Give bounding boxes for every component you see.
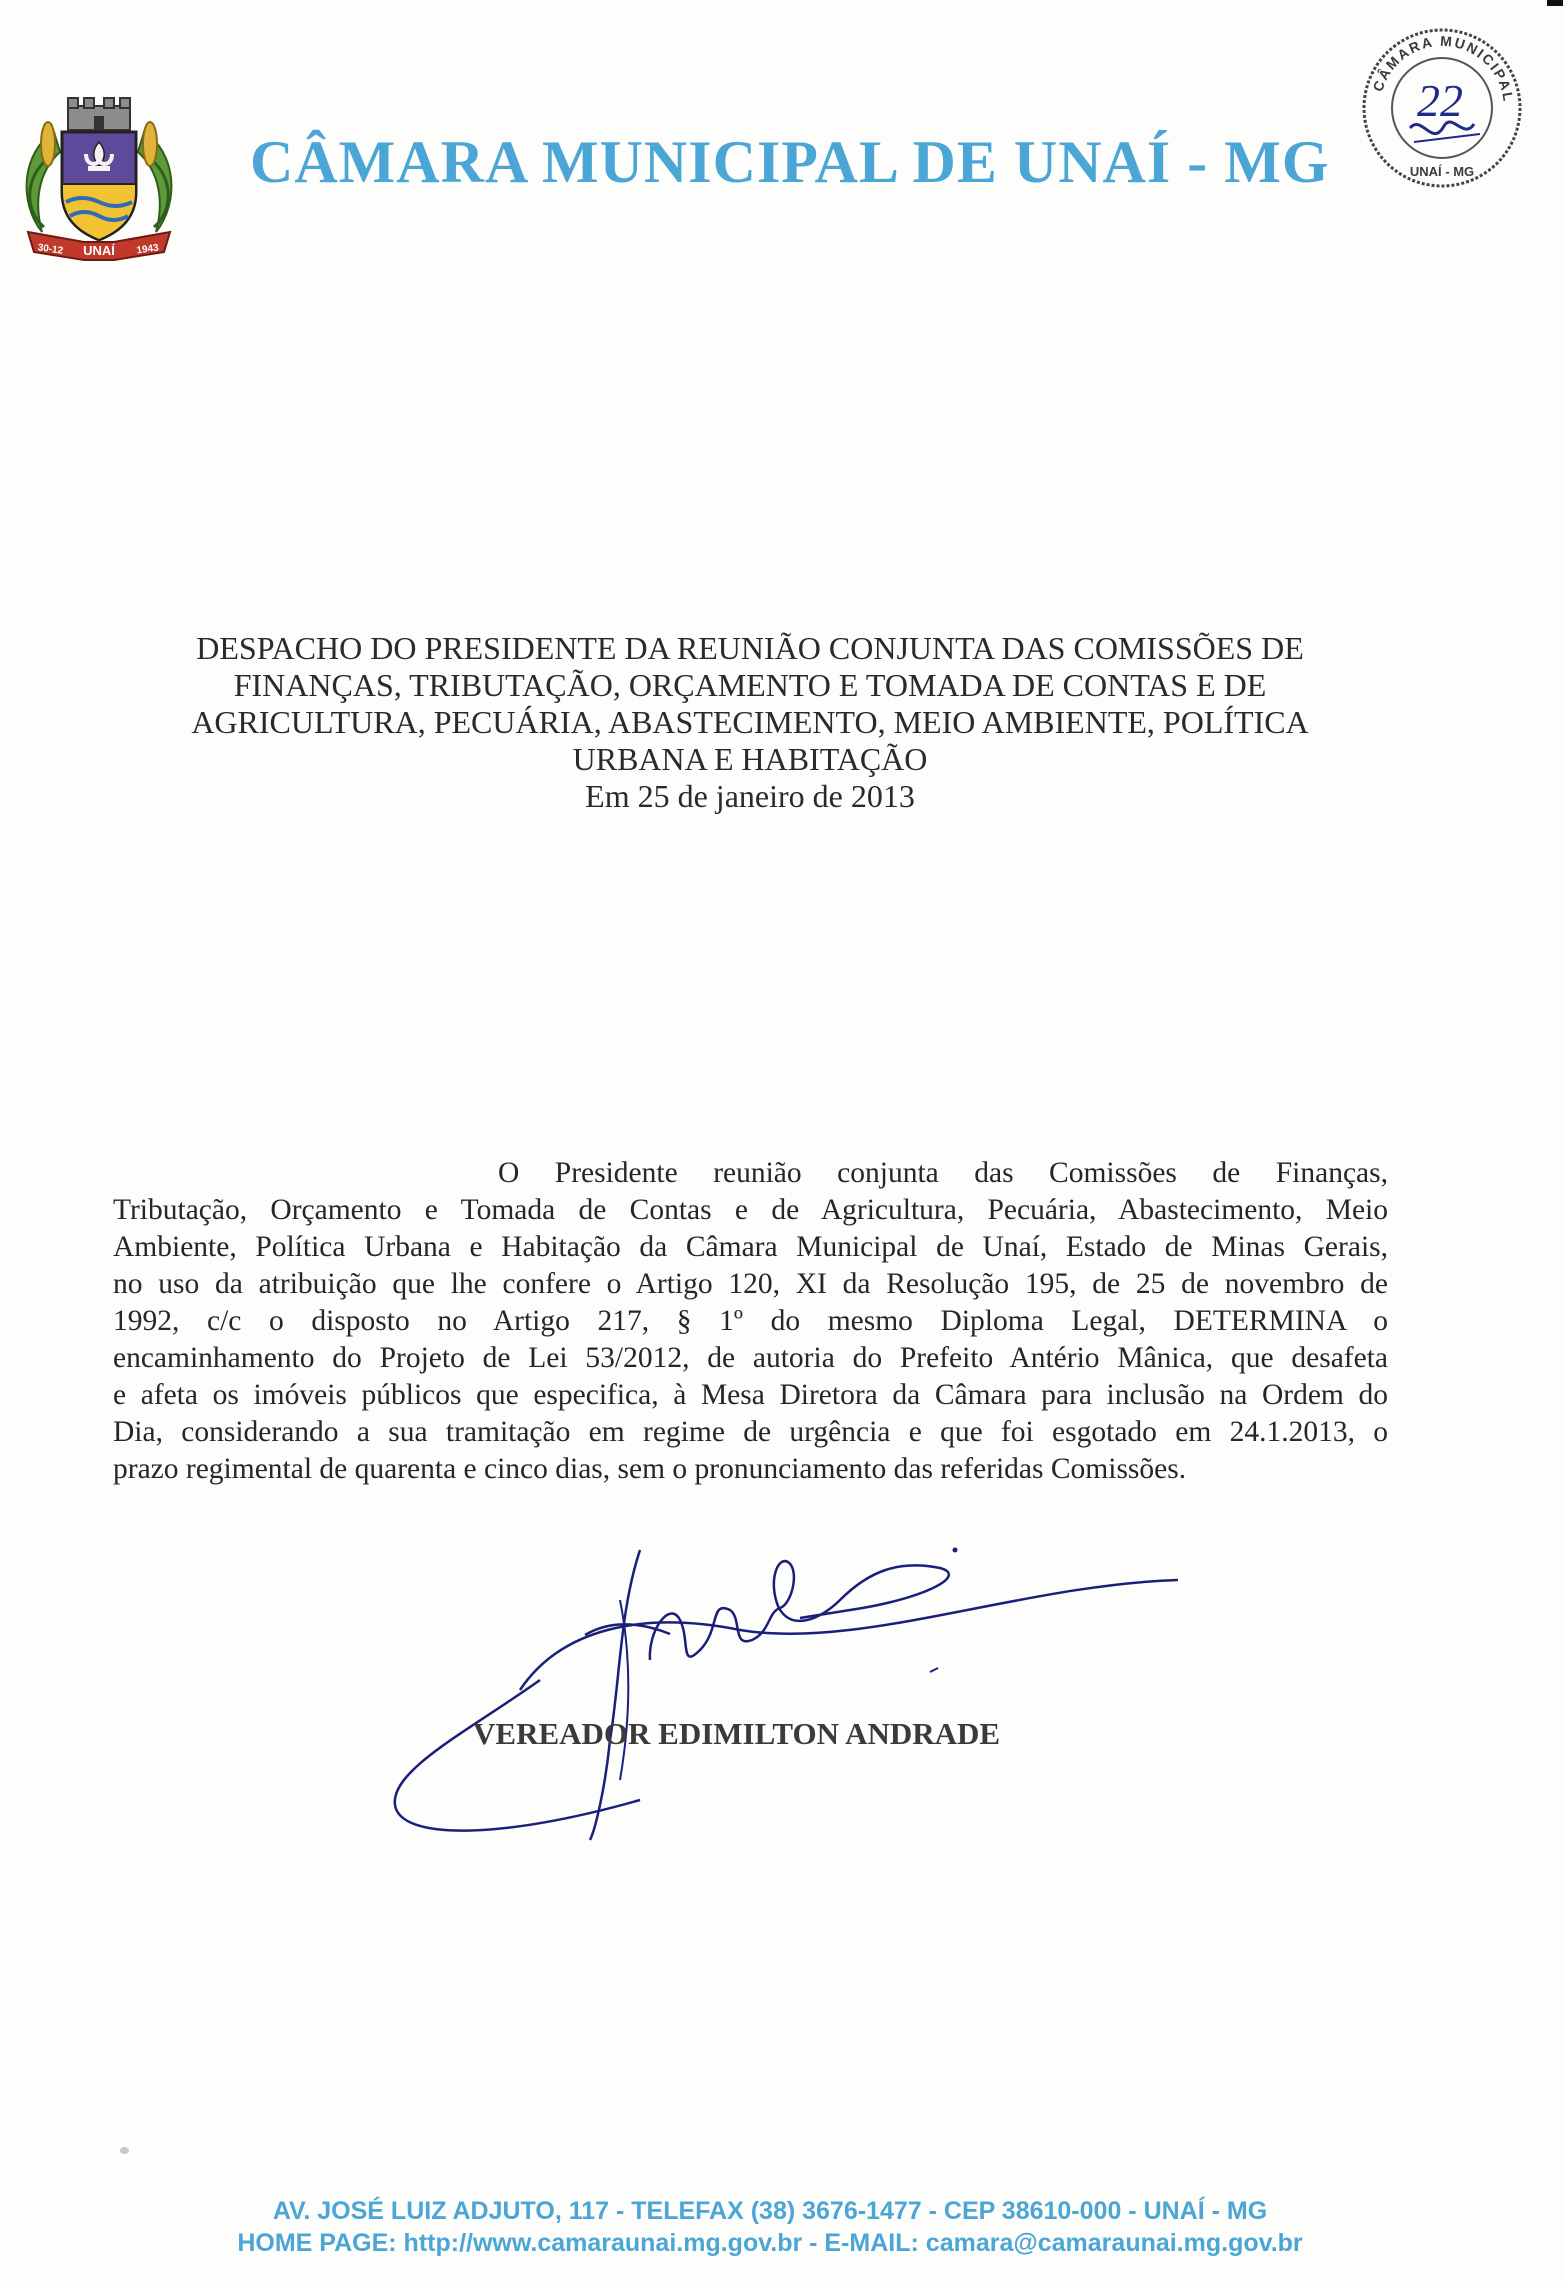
despacho-line-1: DESPACHO DO PRESIDENTE DA REUNIÃO CONJUNTA DAS COMISSÕES DE — [196, 630, 1304, 666]
stamp-handwritten-number: 22 — [1417, 75, 1463, 126]
body-line: O Presidente reunião conjunta das Comissões de Finanças, — [498, 1157, 1388, 1189]
signer-name: VEREADOR EDIMILTON ANDRADE — [473, 1716, 1001, 1751]
body-line: Tributação, Orçamento e Tomada de Contas e de Agricultura, Pecuária, Abastecimento, Meio — [113, 1194, 1388, 1226]
institution-title: CÂMARA MUNICIPAL DE UNAÍ - MG — [250, 129, 1330, 195]
coat-banner-text: UNAÍ — [83, 243, 115, 258]
despacho-line-4: URBANA E HABITAÇÃO — [572, 741, 928, 777]
coat-date-right: 1943 — [135, 242, 160, 257]
despacho-date: Em 25 de janeiro de 2013 — [585, 778, 915, 814]
footer-address: AV. JOSÉ LUIZ ADJUTO, 117 - TELEFAX (38) 3676-1477 - CEP 38610-000 - UNAÍ - MG — [272, 2197, 1268, 2225]
coat-date-left: 30-12 — [36, 242, 64, 257]
body-paragraph — [113, 1155, 1388, 1488]
despacho-line-3: AGRICULTURA, PECUÁRIA, ABASTECIMENTO, MEIO AMBIENTE, POLÍTICA — [191, 704, 1309, 740]
despacho-line-2: FINANÇAS, TRIBUTAÇÃO, ORÇAMENTO E TOMADA DE CONTAS E DE — [233, 667, 1267, 703]
body-line: Ambiente, Política Urbana e Habitação da Câmara Municipal de Unaí, Estado de Minas Gerais, — [113, 1231, 1388, 1263]
scan-edge-mark — [1547, 0, 1563, 6]
scan-speck — [120, 2147, 129, 2154]
body-line: 1992, c/c o disposto no Artigo 217, § 1º do mesmo Diploma Legal, DETERMINA o — [113, 1305, 1388, 1337]
body-line: Dia, considerando a sua tramitação em regime de urgência e que foi esgotado em 24.1.2013, o — [113, 1416, 1388, 1448]
body-line: no uso da atribuição que lhe confere o Artigo 120, XI da Resolução 195, de 25 de novembro de — [113, 1268, 1388, 1300]
body-line: prazo regimental de quarenta e cinco dias, sem o pronunciamento das referidas Comissões. — [113, 1453, 1187, 1485]
coat-of-arms-logo — [14, 92, 184, 268]
body-line: e afeta os imóveis públicos que especifica, à Mesa Diretora da Câmara para inclusão na Ordem do — [113, 1379, 1388, 1411]
body-line: encaminhamento do Projeto de Lei 53/2012, de autoria do Prefeito Antério Mânica, que desafeta — [113, 1342, 1388, 1374]
footer-contact: HOME PAGE: http://www.camaraunai.mg.gov.br - E-MAIL: camara@camaraunai.mg.gov.br — [237, 2229, 1303, 2257]
footer — [120, 2195, 1420, 2259]
stamp-ring-text: CÂMARA MUNICIPAL — [1369, 32, 1517, 105]
handwritten-signature — [380, 1540, 1200, 1860]
stamp-town: UNAÍ - MG — [1409, 164, 1475, 179]
protocol-stamp — [1352, 16, 1532, 196]
despacho-heading — [110, 630, 1390, 815]
